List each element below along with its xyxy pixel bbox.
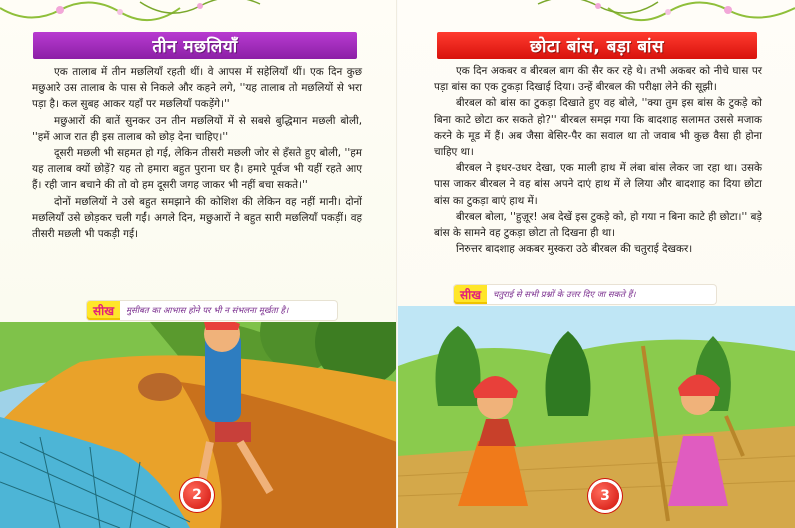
paragraph: दूसरी मछली भी सहमत हो गई, लेकिन तीसरी मछली जोर से हँसते हुए बोली, ''हम यह तालाब क्यों छोड़ें? यह तो हमारा बहुत पुराना घर है। हमारे पूर्वज भी यहीं रहते आए हैं। रही जान बचाने की तो वो हम दूसरी जगह जाकर भी नहीं बचा सकते।''	[32, 147, 362, 192]
lesson-tag: सीख	[454, 285, 487, 304]
paragraph: बीरबल बोला, ''हुज़ूर! अब देखें इस टुकड़े को, हो गया न बिना काटे ही छोटा।'' बड़े बांस के सामने वह टुकड़ा छोटा तो दिखना ही था।	[434, 210, 762, 240]
story-text	[434, 63, 762, 257]
paragraph: एक दिन अकबर व बीरबल बाग की सैर कर रहे थे। तभी अकबर को नीचे घास पर पड़ा बांस का एक टुकड़ा दिखाई दिया। उन्हें बीरबल की परीक्षा लेने की सूझी।	[434, 65, 762, 94]
paragraph: दोनों मछलियों ने उसे बहुत समझाने की कोशिश की लेकिन वह नहीं मानी। दोनों मछलियाँ उसे छोड़कर चली गईं। अगले दिन, मछुआरों ने बहुत सारी मछलियाँ पकड़ीं। वह तीसरी मछली भी पकड़ी गई।	[32, 195, 362, 241]
paragraph: निरुत्तर बादशाह अकबर मुस्करा उठे बीरबल की चतुराई देखकर।	[456, 243, 693, 256]
story-title: छोटा बांस, बड़ा बांस	[437, 32, 757, 59]
story-title: तीन मछलियाँ	[33, 32, 357, 59]
floral-border-decoration	[398, 0, 795, 32]
lesson-text: मुसीबत का आभास होने पर भी न संभलना मूर्खता है।	[126, 306, 289, 316]
page-number: 3	[591, 482, 619, 510]
paragraph: मछुआरों की बातें सुनकर उन तीन मछलियों में से सबसे बुद्धिमान मछली बोली, ''हमें आज रात ही इस तालाब को छोड़ देना चाहिए।''	[32, 114, 362, 143]
lesson-text: चतुराई से सभी प्रश्नों के उत्तर दिए जा सकते हैं।	[493, 290, 636, 300]
lesson-box	[87, 301, 337, 320]
paragraph: एक तालाब में तीन मछलियाँ रहती थीं। वे आपस में सहेलियाँ थीं। एक दिन कुछ मछुआरे उस तालाब के पास से निकले और कहने लगे, ''यह तालाब तो मछलियों से भरा पड़ा है। कल सुबह आकर यहाँ पर मछलियाँ पकड़ेंगे।''	[32, 66, 362, 111]
page-number: 2	[183, 481, 211, 509]
lesson-box	[454, 285, 716, 304]
floral-border-decoration	[0, 0, 397, 32]
left-page	[0, 0, 397, 528]
paragraph: बीरबल को बांस का टुकड़ा दिखाते हुए वह बोले, ''क्या तुम इस बांस के टुकड़े को बिना काटे छोटा कर सकते हो?'' बीरबल समझ गया कि बादशाह सलामत उससे मजाक करने के मूड में हैं। अब जैसा बेसिर-पैर का सवाल था तो जवाब भी कुछ वैसा ही होना चाहिए था।	[434, 97, 762, 159]
story-text	[32, 64, 362, 242]
paragraph: बीरबल ने इधर-उधर देखा, एक माली हाथ में लंबा बांस लेकर जा रहा था। उसके पास जाकर बीरबल ने वह बांस अपने दाएं हाथ में ले लिया और बादशाह का दिया छोटा बांस का टुकड़ा बाएं हाथ में।	[434, 162, 762, 207]
right-page	[398, 0, 795, 528]
lesson-tag: सीख	[87, 301, 120, 320]
